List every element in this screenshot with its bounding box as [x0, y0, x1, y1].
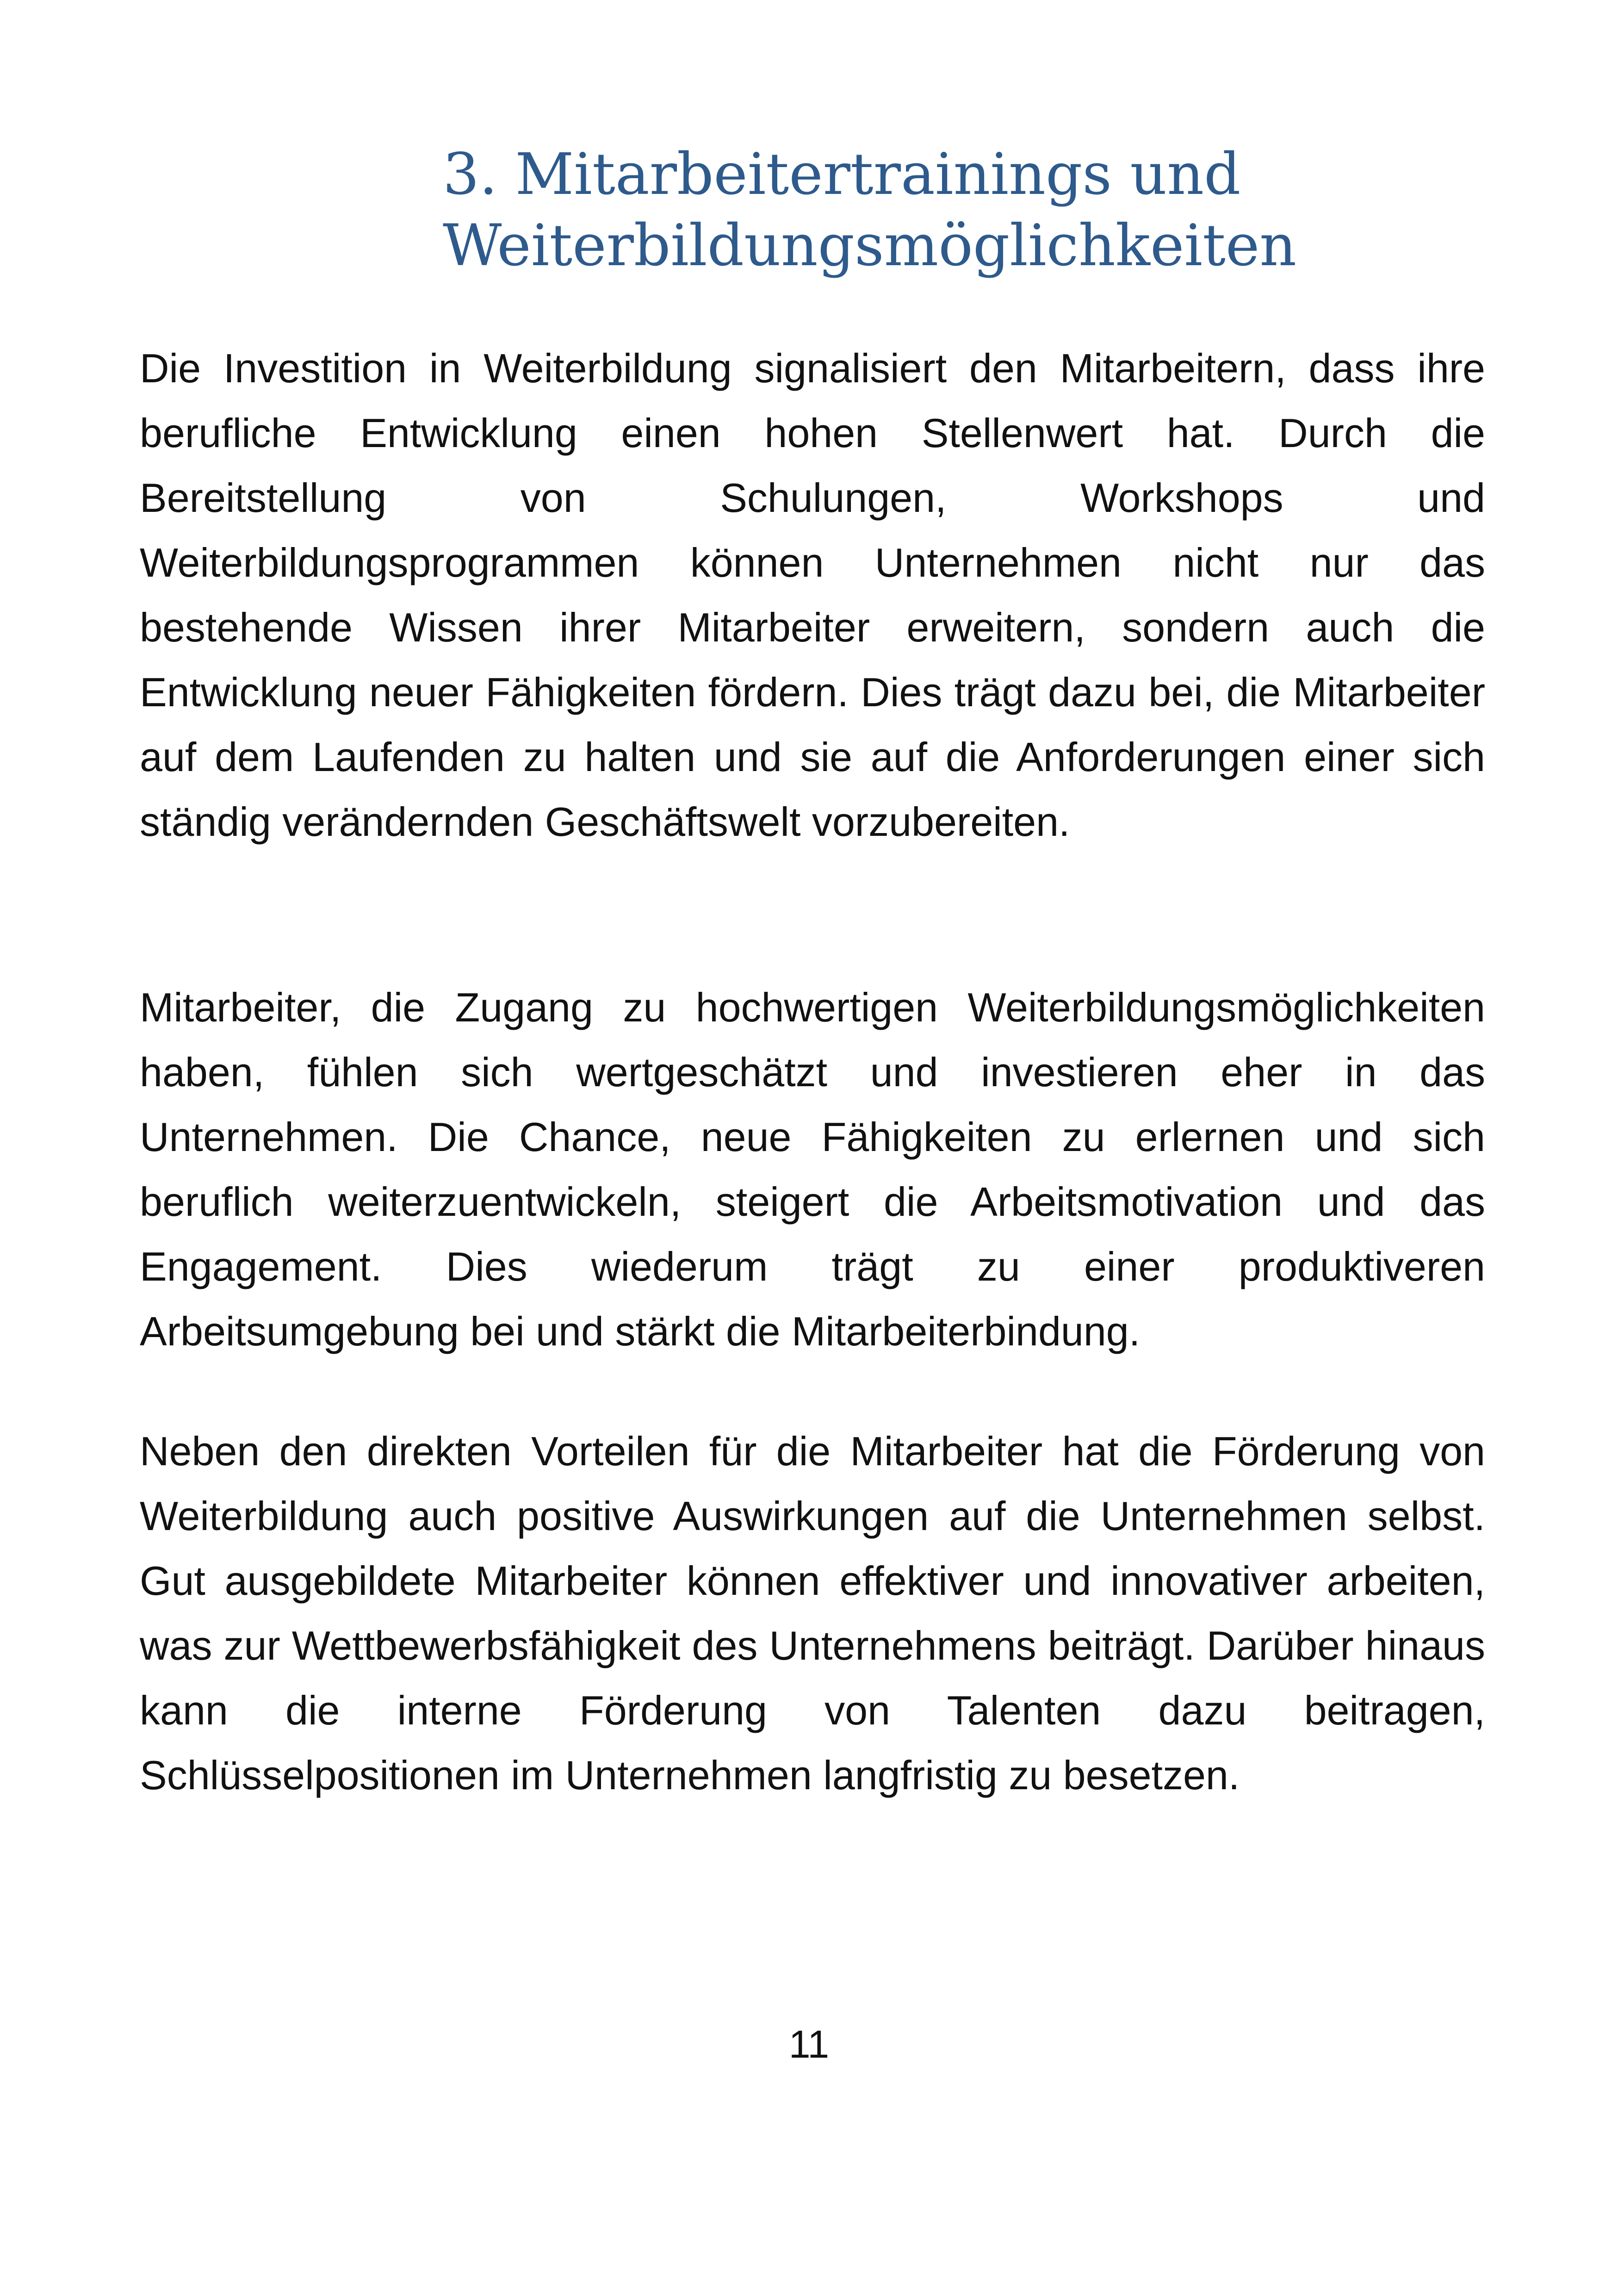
- section-heading: [443, 139, 1296, 281]
- paragraph-2: Mitarbeiter, die Zugang zu hochwertigen Weiterbildungsmöglichkeiten haben, fühlen sich wertgeschätzt und investieren eher in das Unternehmen. Die Chance, neue Fähigkeiten zu erlernen und sich beruflich weiterzuentwickeln, steigert die Arbeitsmotivation und das Engagement. Dies wiederum trägt zu einer produktiveren Arbeitsumgebung bei und stärkt die Mitarbeiterbindung.: [140, 984, 1485, 1354]
- paragraph-1: Die Investition in Weiterbildung signalisiert den Mitarbeitern, dass ihre berufliche Entwicklung einen hohen Stellenwert hat. Durch die Bereitstellung von Schulungen, Workshops und Weiterbildungsprogrammen können Unternehmen nicht nur das bestehende Wissen ihrer Mitarbeiter erweitern, sondern auch die Entwicklung neuer Fähigkeiten fördern. Dies trägt dazu bei, die Mitarbeiter auf dem Laufenden zu halten und sie auf die Anforderungen einer sich ständig verändernden Geschäftswelt vorzubereiten.: [140, 345, 1485, 845]
- section-title-part-2: Weiterbildungsmöglichkeiten: [443, 212, 1297, 279]
- page-number: 11: [788, 2022, 830, 2066]
- section-number: 3.: [443, 141, 498, 208]
- section-title-part-1: Mitarbeitertrainings und: [515, 141, 1241, 208]
- paragraph-3: Neben den direkten Vorteilen für die Mitarbeiter hat die Förderung von Weiterbildung auch positive Auswirkungen auf die Unternehmen selbst. Gut ausgebildete Mitarbeiter können effektiver und innovativer arbeiten, was zur Wettbewerbsfähigkeit des Unternehmens beiträgt. Darüber hinaus kann die interne Förderung von Talenten dazu beitragen, Schlüsselpositionen im Unternehmen langfristig zu besetzen.: [140, 1428, 1485, 1798]
- section-heading-line-1: [443, 139, 1296, 210]
